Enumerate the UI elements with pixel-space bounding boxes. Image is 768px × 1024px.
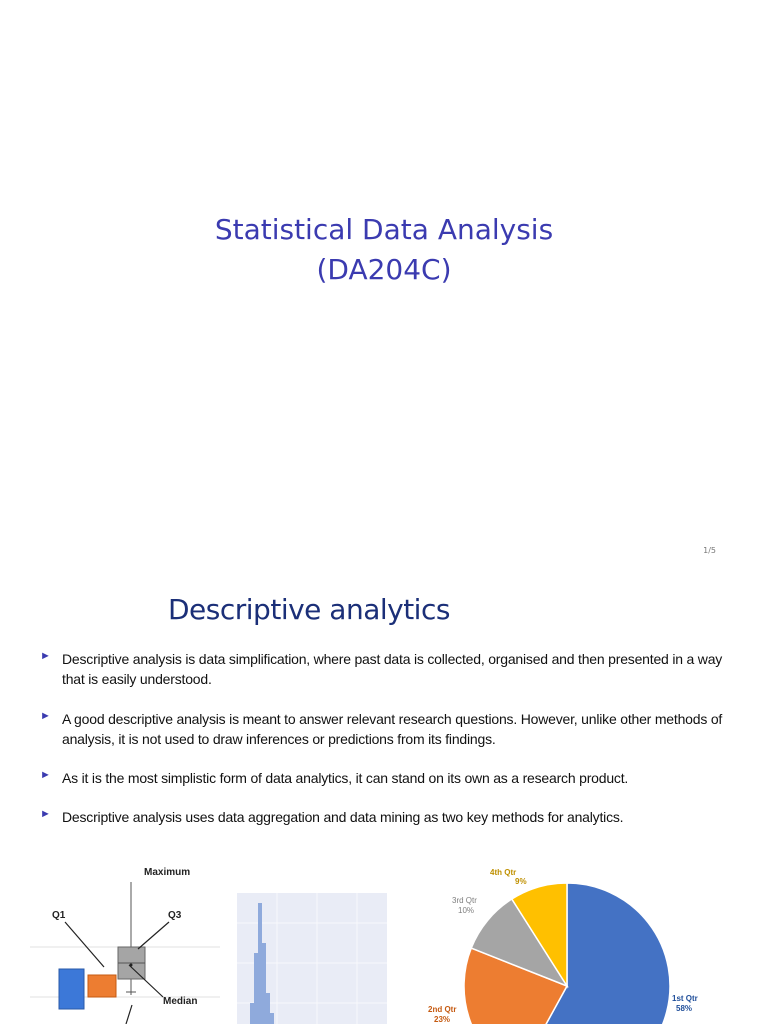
arrow-q3 (138, 922, 169, 949)
pie-label-3rd-qtr: 3rd Qtr (452, 896, 477, 905)
median-dot (130, 964, 133, 967)
label-q1: Q1 (52, 910, 66, 921)
slide-heading: Descriptive analytics (168, 593, 450, 626)
bullet-text: Descriptive analysis is data simplification, where past data is collected, organised and then presented in a way that is easily understood. (62, 651, 723, 687)
pie-label-1st-qtr: 1st Qtr (672, 994, 698, 1003)
bullet-item (40, 768, 730, 788)
pie-label-4th-qtr: 4th Qtr (490, 868, 517, 877)
box-blue (59, 969, 84, 1009)
bullet-arrow-icon: ► (40, 710, 51, 722)
bullet-arrow-icon: ► (40, 650, 51, 662)
bullet-item (40, 649, 730, 689)
histogram-bar (266, 993, 270, 1024)
histogram-figure (237, 893, 387, 1024)
label-maximum: Maximum (144, 867, 191, 878)
histogram-bar (270, 1013, 274, 1024)
pie-value-1st-qtr: 58% (676, 1004, 693, 1013)
bullet-item (40, 807, 730, 827)
page-number: 1/5 (703, 546, 716, 555)
histogram-bar (258, 903, 262, 1024)
pie-value-4th-qtr: 9% (515, 877, 527, 886)
arrow-min (126, 1005, 132, 1024)
label-q3: Q3 (168, 910, 182, 921)
pie-slices (464, 883, 670, 1024)
bullet-item (40, 709, 730, 749)
bullet-text: Descriptive analysis uses data aggregation and data mining as two key methods for analytics. (62, 809, 624, 825)
histogram-bar (250, 1003, 254, 1024)
pie-label-2nd-qtr: 2nd Qtr (428, 1005, 457, 1014)
histogram-bar (254, 953, 258, 1024)
bullet-arrow-icon: ► (40, 808, 51, 820)
slide-title (0, 210, 768, 290)
descriptive-analytics-slide (0, 565, 768, 1024)
label-median: Median (163, 996, 198, 1007)
bullet-list (40, 649, 730, 827)
boxplot-figure (30, 855, 225, 1024)
box-orange (88, 975, 116, 997)
pie-chart (410, 855, 730, 1024)
arrow-q1 (65, 922, 104, 967)
pie-value-3rd-qtr: 10% (458, 906, 475, 915)
pie-value-2nd-qtr: 23% (434, 1015, 451, 1024)
title-line-2: (DA204C) (316, 253, 452, 286)
bullet-text: A good descriptive analysis is meant to answer relevant research questions. However, unlike other methods of analysis, it is not used to draw inferences or predictions from its findings. (62, 711, 723, 747)
title-line-1: Statistical Data Analysis (214, 213, 554, 246)
bullet-text: As it is the most simplistic form of data analytics, it can stand on its own as a research product. (62, 770, 629, 786)
histogram-bar (262, 943, 266, 1024)
bullet-arrow-icon: ► (40, 769, 51, 781)
